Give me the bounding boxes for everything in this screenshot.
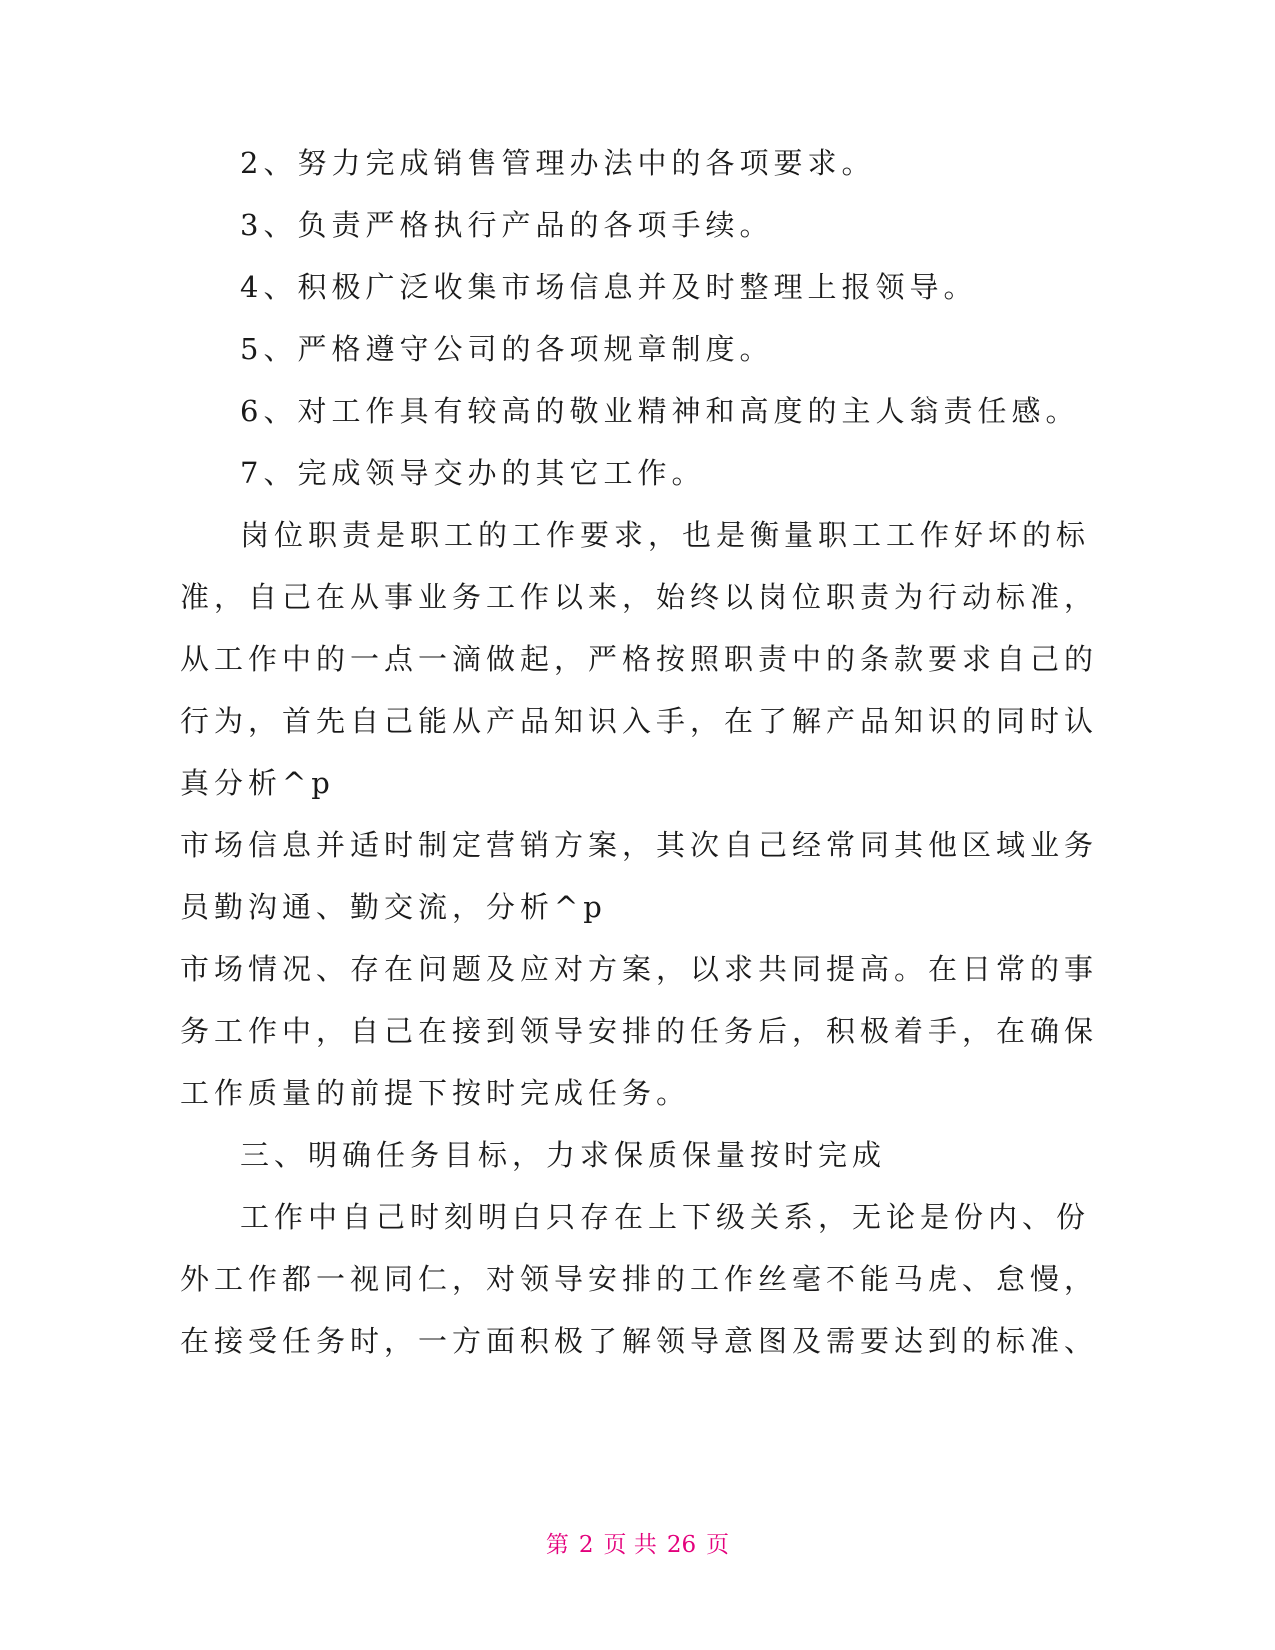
list-item-4: 4、积极广泛收集市场信息并及时整理上报领导。 (240, 270, 978, 304)
paragraph-line: 行为，首先自己能从产品知识入手，在了解产品知识的同时认 (180, 704, 1099, 738)
list-item-5: 5、严格遵守公司的各项规章制度。 (240, 332, 774, 366)
list-item-6: 6、对工作具有较高的敬业精神和高度的主人翁责任感。 (240, 394, 1080, 428)
total-pages-number: 26 (666, 1532, 697, 1558)
paragraph-line: 准，自己在从事业务工作以来，始终以岗位职责为行动标准， (180, 580, 1099, 614)
section-heading: 三、明确任务目标，力求保质保量按时完成 (240, 1138, 887, 1172)
paragraph-line: 从工作中的一点一滴做起，严格按照职责中的条款要求自己的 (180, 642, 1099, 676)
paragraph-line: 真分析^p (180, 766, 335, 800)
list-item-7: 7、完成领导交办的其它工作。 (240, 456, 706, 490)
paragraph-line: 市场情况、存在问题及应对方案，以求共同提高。在日常的事 (180, 952, 1099, 986)
list-item-2: 2、努力完成销售管理办法中的各项要求。 (240, 146, 876, 180)
page-footer (0, 1530, 1275, 1560)
paragraph-line: 市场信息并适时制定营销方案，其次自己经常同其他区域业务 (180, 828, 1099, 862)
paragraph-line: 员勤沟通、勤交流，分析^p (180, 890, 607, 924)
paragraph-line: 岗位职责是职工的工作要求，也是衡量职工工作好坏的标 (240, 518, 1091, 552)
paragraph-line: 工作质量的前提下按时完成任务。 (180, 1076, 691, 1110)
paragraph-line: 工作中自己时刻明白只存在上下级关系，无论是份内、份 (240, 1200, 1091, 1234)
paragraph-line: 在接受任务时，一方面积极了解领导意图及需要达到的标准、 (180, 1324, 1099, 1358)
footer-middle: 页 共 (603, 1532, 657, 1558)
paragraph-line: 务工作中，自己在接到领导安排的任务后，积极着手，在确保 (180, 1014, 1099, 1048)
current-page-number: 2 (578, 1532, 594, 1558)
footer-prefix: 第 (545, 1532, 569, 1558)
paragraph-line: 外工作都一视同仁，对领导安排的工作丝毫不能马虎、怠慢， (180, 1262, 1099, 1296)
footer-suffix: 页 (706, 1532, 730, 1558)
list-item-3: 3、负责严格执行产品的各项手续。 (240, 208, 774, 242)
